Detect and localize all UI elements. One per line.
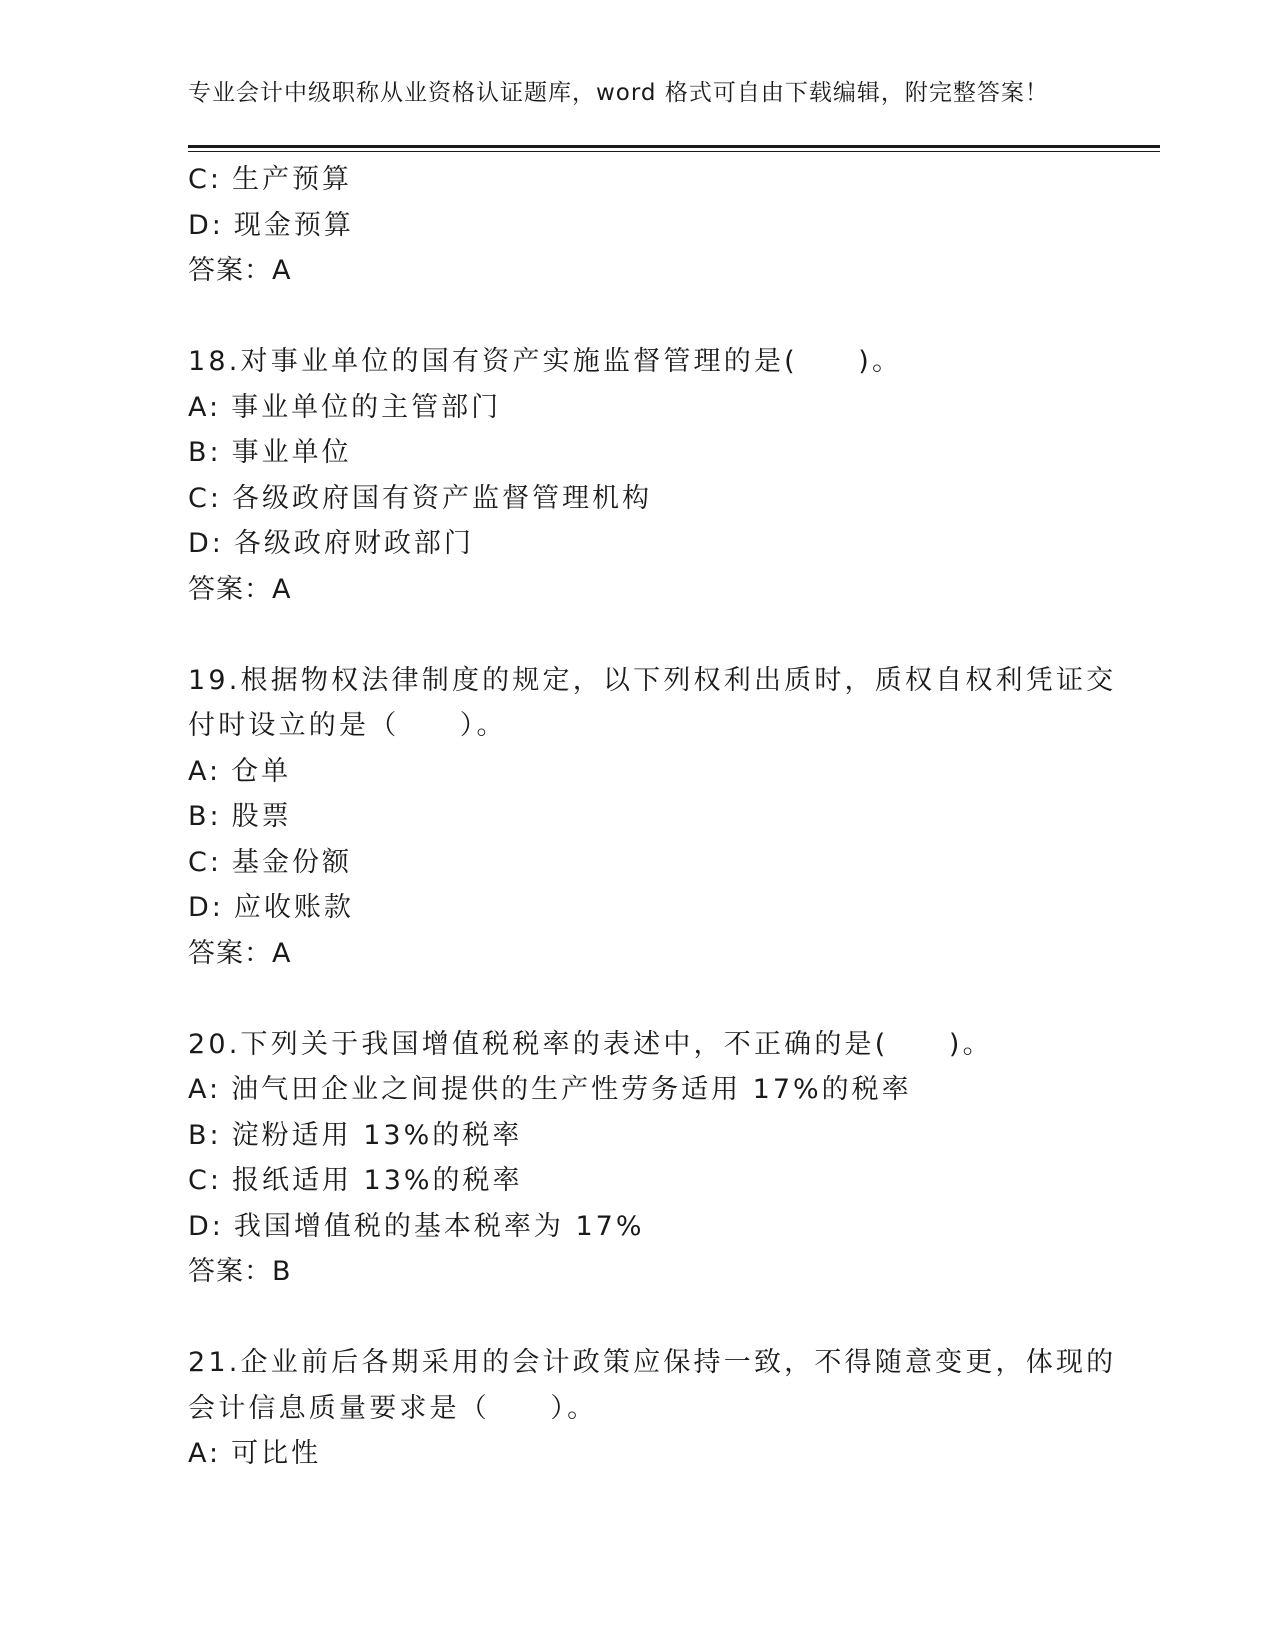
option-line: C: 各级政府国有资产监督管理机构 (188, 482, 652, 514)
option-line: B: 淀粉适用 13%的税率 (188, 1119, 523, 1151)
option-line: D: 各级政府财政部门 (188, 528, 474, 559)
option-line: A: 可比性 (188, 1438, 322, 1469)
question-text: 18.对事业单位的国有资产实施监督管理的是( )。 (188, 346, 903, 377)
spacer (188, 294, 1088, 340)
header-rule-thin (188, 151, 1160, 152)
question-list (188, 157, 1117, 1477)
question-text: 20.下列关于我国增值税税率的表述中，不正确的是( )。 (188, 1028, 993, 1060)
option-line: D: 现金预算 (188, 209, 354, 241)
header-rule-thick (188, 145, 1160, 148)
page-header: 专业会计中级职称从业资格认证题库，word 格式可自由下载编辑，附完整答案！ (188, 80, 1049, 106)
spacer (188, 612, 1088, 658)
option-line: D: 应收账款 (188, 892, 354, 923)
option-line: C: 基金份额 (188, 846, 352, 878)
question-text: 会计信息质量要求是（ ）。 (188, 1392, 598, 1424)
spacer (188, 1295, 1088, 1341)
option-line: A: 仓单 (188, 755, 292, 787)
question-text: 付时设立的是（ ）。 (188, 710, 507, 741)
question-text: 19.根据物权法律制度的规定，以下列权利出质时，质权自权利凭证交 (188, 664, 1117, 696)
option-line: A: 事业单位的主管部门 (188, 391, 502, 423)
answer-line: 答案：A (188, 937, 292, 969)
option-line: B: 股票 (188, 801, 292, 832)
answer-line: 答案：A (188, 255, 292, 286)
option-line: C: 生产预算 (188, 164, 352, 195)
spacer (188, 976, 1088, 1022)
answer-line: 答案：B (188, 1256, 292, 1287)
answer-line: 答案：A (188, 573, 292, 605)
question-text: 21.企业前后各期采用的会计政策应保持一致，不得随意变更，体现的 (188, 1347, 1117, 1378)
option-line: B: 事业单位 (188, 437, 352, 468)
option-line: A: 油气田企业之间提供的生产性劳务适用 17%的税率 (188, 1074, 912, 1105)
option-line: C: 报纸适用 13%的税率 (188, 1165, 523, 1196)
option-line: D: 我国增值税的基本税率为 17% (188, 1210, 645, 1242)
